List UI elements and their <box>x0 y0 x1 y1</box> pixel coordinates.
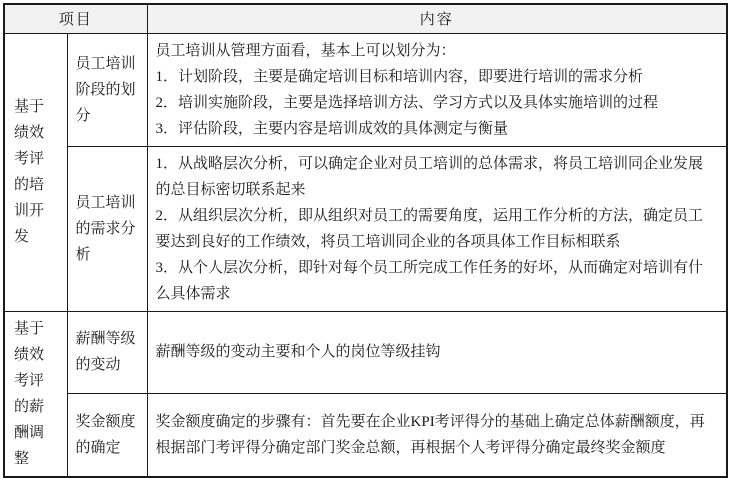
category-cell-salary-adjustment: 基于绩效考评的薪酬调整 <box>4 311 67 477</box>
content-line: 奖金额度确定的步骤有：首先要在企业KPI考评得分的基础上确定总体薪酬额度，再根据部门考评得分确定部门奖金总额，再根据个人考评得分确定最终奖金额度 <box>155 413 705 456</box>
content-line: 1．计划阶段，主要是确定培训目标和培训内容，即要进行培训的需求分析 <box>155 68 644 85</box>
content-line: 1．从战略层次分析，可以确定企业对员工培训的总体需求，将员工培训同企业发展的总目标密切联系起来 <box>155 155 704 198</box>
content-line: 薪酬等级的变动主要和个人的岗位等级挂钩 <box>155 344 441 361</box>
table-row <box>4 33 727 146</box>
content-cell-training-phases <box>147 33 727 146</box>
item-cell-salary-grade-change: 薪酬等级的变动 <box>67 311 147 393</box>
header-cell-project: 项目 <box>4 4 147 33</box>
table-row <box>4 311 727 393</box>
table-row <box>4 146 727 311</box>
table-row <box>4 393 727 476</box>
content-cell-bonus-amount <box>147 393 727 476</box>
content-line: 2．从组织层次分析，即从组织对员工的需要角度，运用工作分析的方法，确定员工要达到良好的工作绩效，将员工培训同企业的各项具体工作目标相联系 <box>155 207 704 250</box>
performance-evaluation-table <box>3 3 728 478</box>
content-cell-salary-grade-change <box>147 311 727 393</box>
item-cell-training-needs-analysis: 员工培训的需求分析 <box>67 146 147 311</box>
content-line: 3．评估阶段，主要内容是培训成效的具体测定与衡量 <box>155 120 509 137</box>
content-line: 员工培训从管理方面看，基本上可以划分为： <box>155 42 456 59</box>
content-line: 2．培训实施阶段，主要是选择培训方法、学习方式以及具体实施培训的过程 <box>155 94 659 111</box>
content-line: 3．从个人层次分析，即针对每个员工所完成工作任务的好坏，从而确定对培训有什么具体需求 <box>155 259 704 302</box>
category-cell-training-development: 基于绩效考评的培训开发 <box>4 33 67 311</box>
table-header-row <box>4 4 727 33</box>
item-cell-bonus-amount: 奖金额度的确定 <box>67 393 147 476</box>
header-cell-content: 内容 <box>147 4 727 33</box>
item-cell-training-phases: 员工培训阶段的划分 <box>67 33 147 146</box>
content-cell-training-needs-analysis <box>147 146 727 311</box>
